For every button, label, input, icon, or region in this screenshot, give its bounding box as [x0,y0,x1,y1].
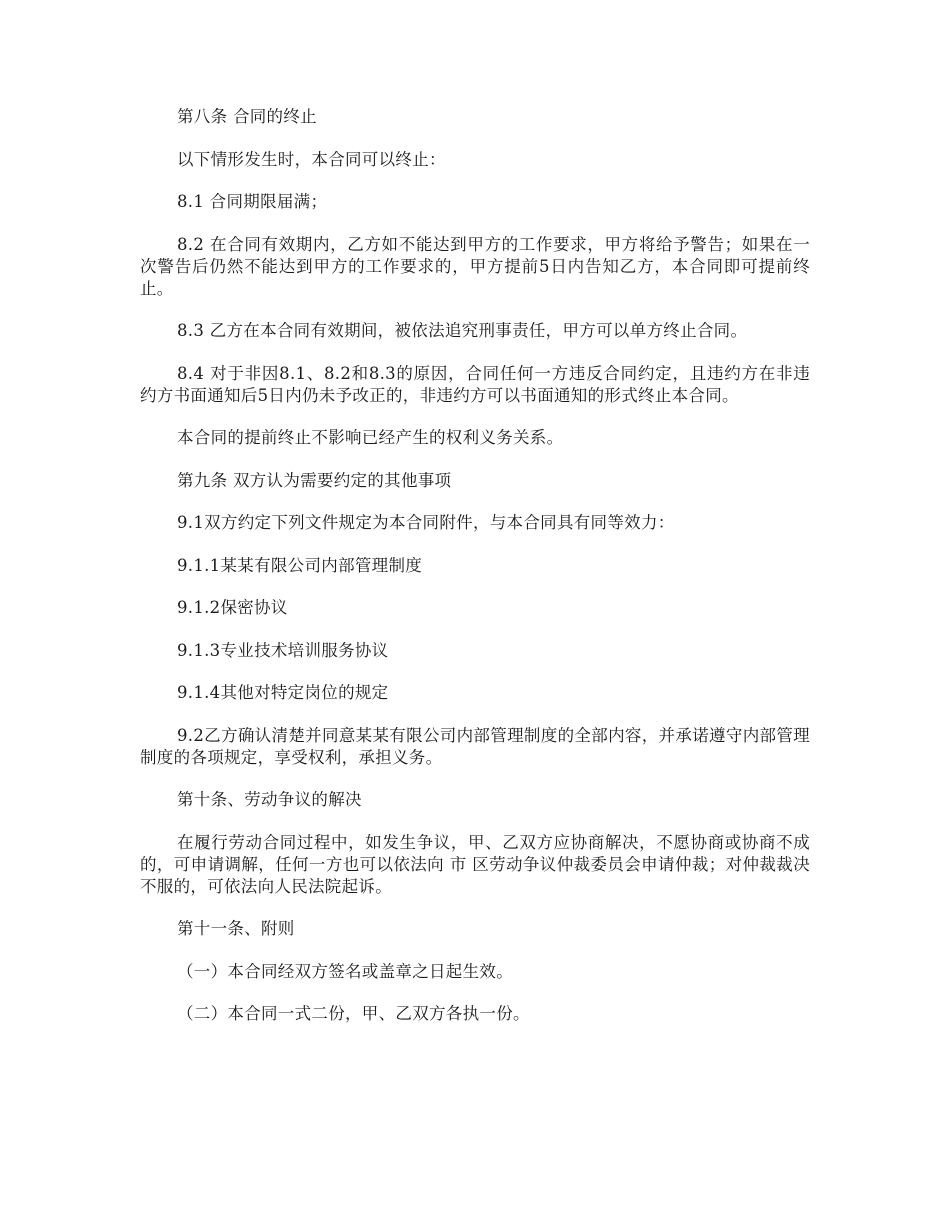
article-11-heading: 第十一条、附则 [177,919,295,938]
article-11-item-2: （二）本合同一式二份，甲、乙双方各执一份。 [177,1004,530,1023]
clause-9-1-2: 9.1.2保密协议 [177,598,288,617]
article-8-heading: 第八条 合同的终止 [177,107,317,126]
article-8-intro: 以下情形发生时，本合同可以终止： [177,149,446,169]
document-body [140,106,810,1046]
article-9-heading: 第九条 双方认为需要约定的其他事项 [177,470,452,490]
article-10-heading: 第十条、劳动争议的解决 [177,790,362,809]
clause-9-1-4: 9.1.4其他对特定岗位的规定 [177,683,389,702]
clause-8-3: 8.3 乙方在本合同有效期间，被依法追究刑事责任，甲方可以单方终止合同。 [177,321,748,340]
article-11-item-1: （一）本合同经双方签名或盖章之日起生效。 [177,961,513,981]
clause-8-1: 8.1 合同期限届满； [177,192,328,211]
clause-9-1-1: 9.1.1某某有限公司内部管理制度 [177,555,423,575]
clause-9-1-3: 9.1.3专业技术培训服务协议 [177,640,389,660]
clause-9-2: 9.2乙方确认清楚并同意某某有限公司内部管理制度的全部内容，并承诺遵守内部管理制度的各项规定，享受权利，承担义务。 [140,725,810,767]
article-10-body: 在履行劳动合同过程中，如发生争议，甲、乙双方应协商解决，不愿协商或协商不成的，可申请调解，任何一方也可以依法向 市 区劳动争议仲裁委员会申请仲裁；对仲裁裁决不服的，可依法向人民法院起诉。 [140,832,810,896]
clause-9-1: 9.1双方约定下列文件规定为本合同附件，与本合同具有同等效力： [177,513,675,532]
article-8-note: 本合同的提前终止不影响已经产生的权利义务关系。 [177,428,564,447]
clause-8-2: 8.2 在合同有效期内，乙方如不能达到甲方的工作要求，甲方将给予警告；如果在一次警告后仍然不能达到甲方的工作要求的，甲方提前5日内告知乙方，本合同即可提前终止。 [140,234,810,298]
clause-8-4: 8.4 对于非因8.1、8.2和8.3的原因，合同任何一方违反合同约定，且违约方在非违约方书面通知后5日内仍未予改正的，非违约方可以书面通知的形式终止本合同。 [140,363,810,405]
